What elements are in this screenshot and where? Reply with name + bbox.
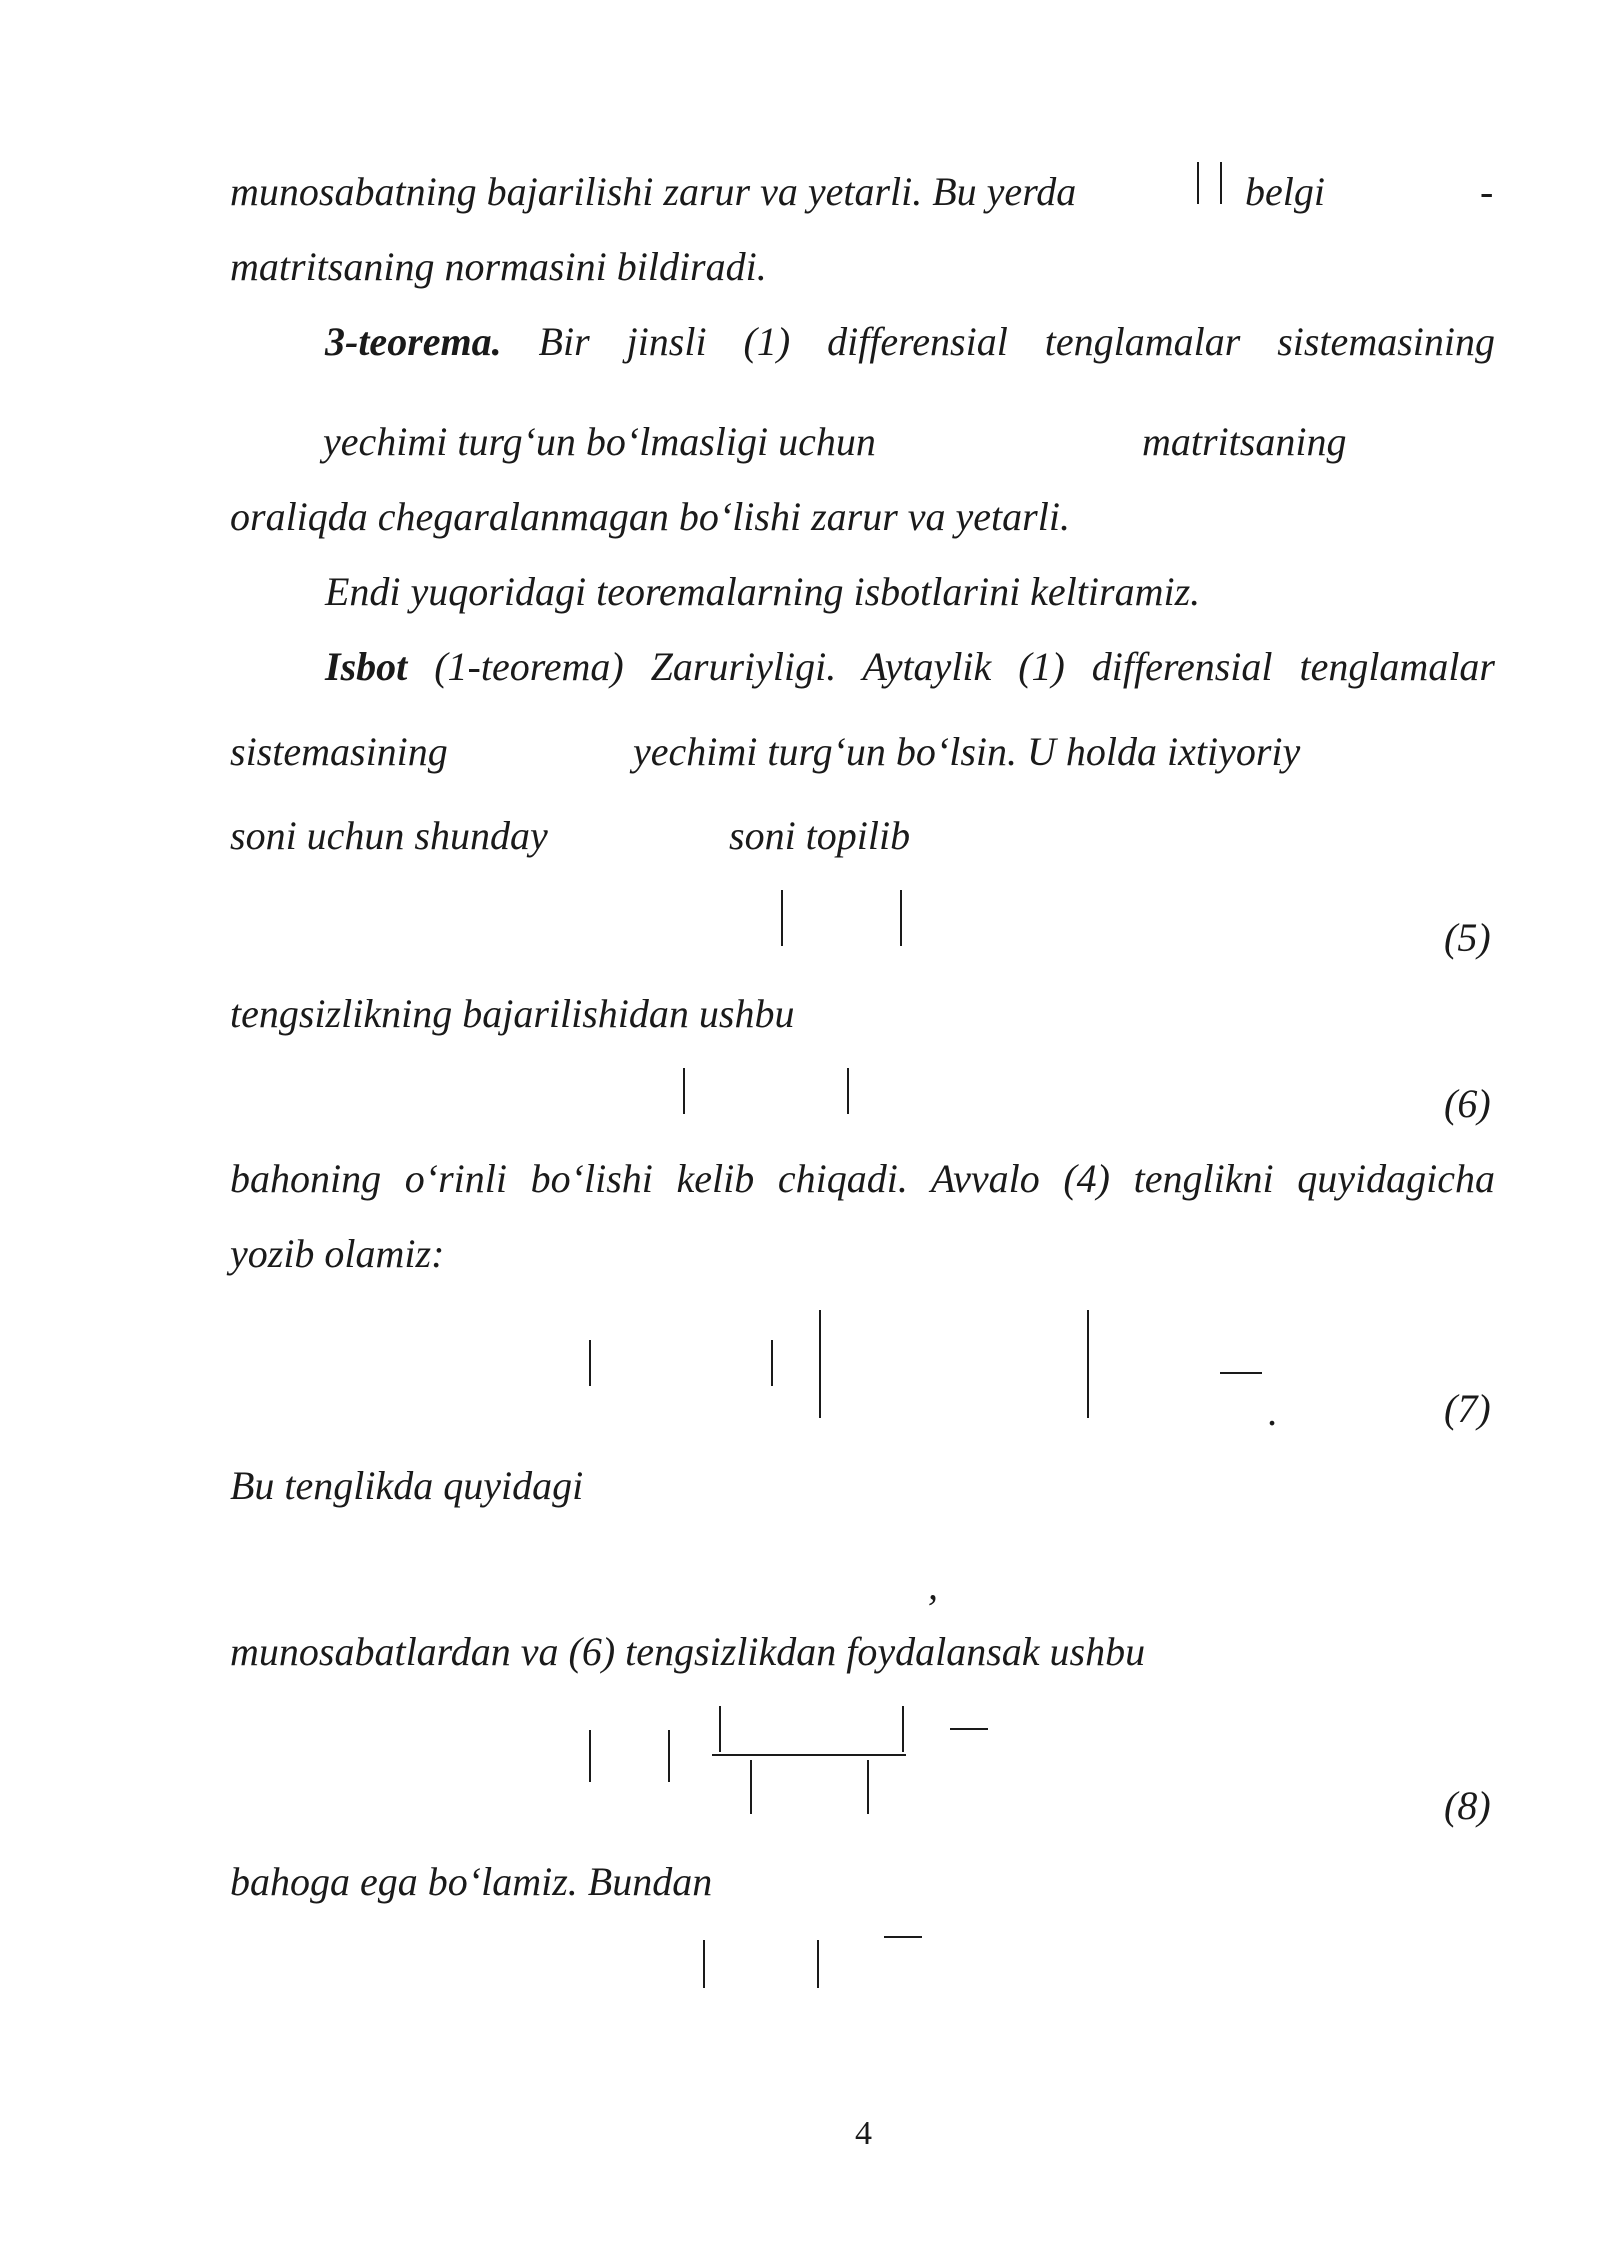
norm-bar <box>683 1068 685 1114</box>
norm-bar <box>1197 162 1199 204</box>
equation-number: (8) <box>1444 1783 1491 1828</box>
proof-line: sistemasining <box>230 729 448 774</box>
paragraph-line: matritsaning normasini bildiradi. <box>230 244 767 289</box>
norm-bar <box>589 1730 591 1782</box>
fraction-bar <box>712 1754 906 1756</box>
norm-bar <box>771 1340 773 1386</box>
equation-number: (7) <box>1444 1386 1491 1431</box>
theorem-word: matritsaning <box>1142 419 1347 464</box>
theorem-line: yechimi turg‘un bo‘lmasligi uchun <box>323 419 876 464</box>
norm-bar <box>703 1940 705 1988</box>
paragraph-word: belgi <box>1245 169 1325 214</box>
proof-label: Isbot <box>325 644 408 689</box>
bracket-bar <box>1087 1310 1089 1418</box>
dash-symbol: - <box>1480 169 1494 214</box>
fraction-bar <box>884 1936 922 1938</box>
proof-line: soni uchun shunday <box>230 813 548 858</box>
norm-bar <box>900 890 902 946</box>
equation-number: (6) <box>1444 1081 1491 1126</box>
theorem-line: oraliqda chegaralanmagan bo‘lishi zarur va yetarli. <box>230 494 1070 539</box>
norm-bar <box>1220 162 1222 204</box>
norm-bar <box>847 1068 849 1114</box>
page-number: 4 <box>855 2115 872 2152</box>
comma-symbol: , <box>928 1563 938 1608</box>
equation-number: (5) <box>1444 915 1491 960</box>
norm-bar <box>668 1730 670 1782</box>
period-symbol: . <box>1268 1389 1278 1434</box>
bracket-bar <box>819 1310 821 1418</box>
theorem-text: Bir jinsli (1) differensial tenglamalar sistemasining <box>538 319 1495 364</box>
norm-bar <box>781 890 783 946</box>
paragraph-line: munosabatning bajarilishi zarur va yetarli. Bu yerda <box>230 169 1077 214</box>
norm-bar <box>750 1760 752 1814</box>
paragraph-line: Endi yuqoridagi teoremalarning isbotlarini keltiramiz. <box>325 569 1201 614</box>
norm-bar <box>589 1340 591 1386</box>
paragraph-line: Bu tenglikda quyidagi <box>230 1463 584 1508</box>
fraction-bar <box>950 1728 988 1730</box>
paragraph-line: munosabatlardan va (6) tengsizlikdan foydalansak ushbu <box>230 1629 1146 1674</box>
proof-text: (1-teorema) Zaruriyligi. Aytaylik (1) differensial tenglamalar <box>434 644 1496 689</box>
norm-bar <box>817 1940 819 1988</box>
paragraph-line: bahoning o‘rinli bo‘lishi kelib chiqadi. Avvalo (4) tenglikni quyidagicha <box>230 1156 1495 1201</box>
theorem-line <box>325 318 1495 366</box>
theorem-label: 3-teorema. <box>325 319 502 364</box>
proof-line: soni topilib <box>729 813 911 858</box>
norm-bar <box>902 1706 904 1752</box>
proof-line <box>325 643 1495 691</box>
paragraph-line: tengsizlikning bajarilishidan ushbu <box>230 991 795 1036</box>
paragraph-line: yozib olamiz: <box>230 1231 445 1276</box>
paragraph-line: bahoga ega bo‘lamiz. Bundan <box>230 1859 713 1904</box>
fraction-bar <box>1220 1372 1262 1374</box>
proof-line: yechimi turg‘un bo‘lsin. U holda ixtiyoriy <box>633 729 1301 774</box>
norm-bar <box>719 1706 721 1752</box>
norm-bar <box>867 1760 869 1814</box>
